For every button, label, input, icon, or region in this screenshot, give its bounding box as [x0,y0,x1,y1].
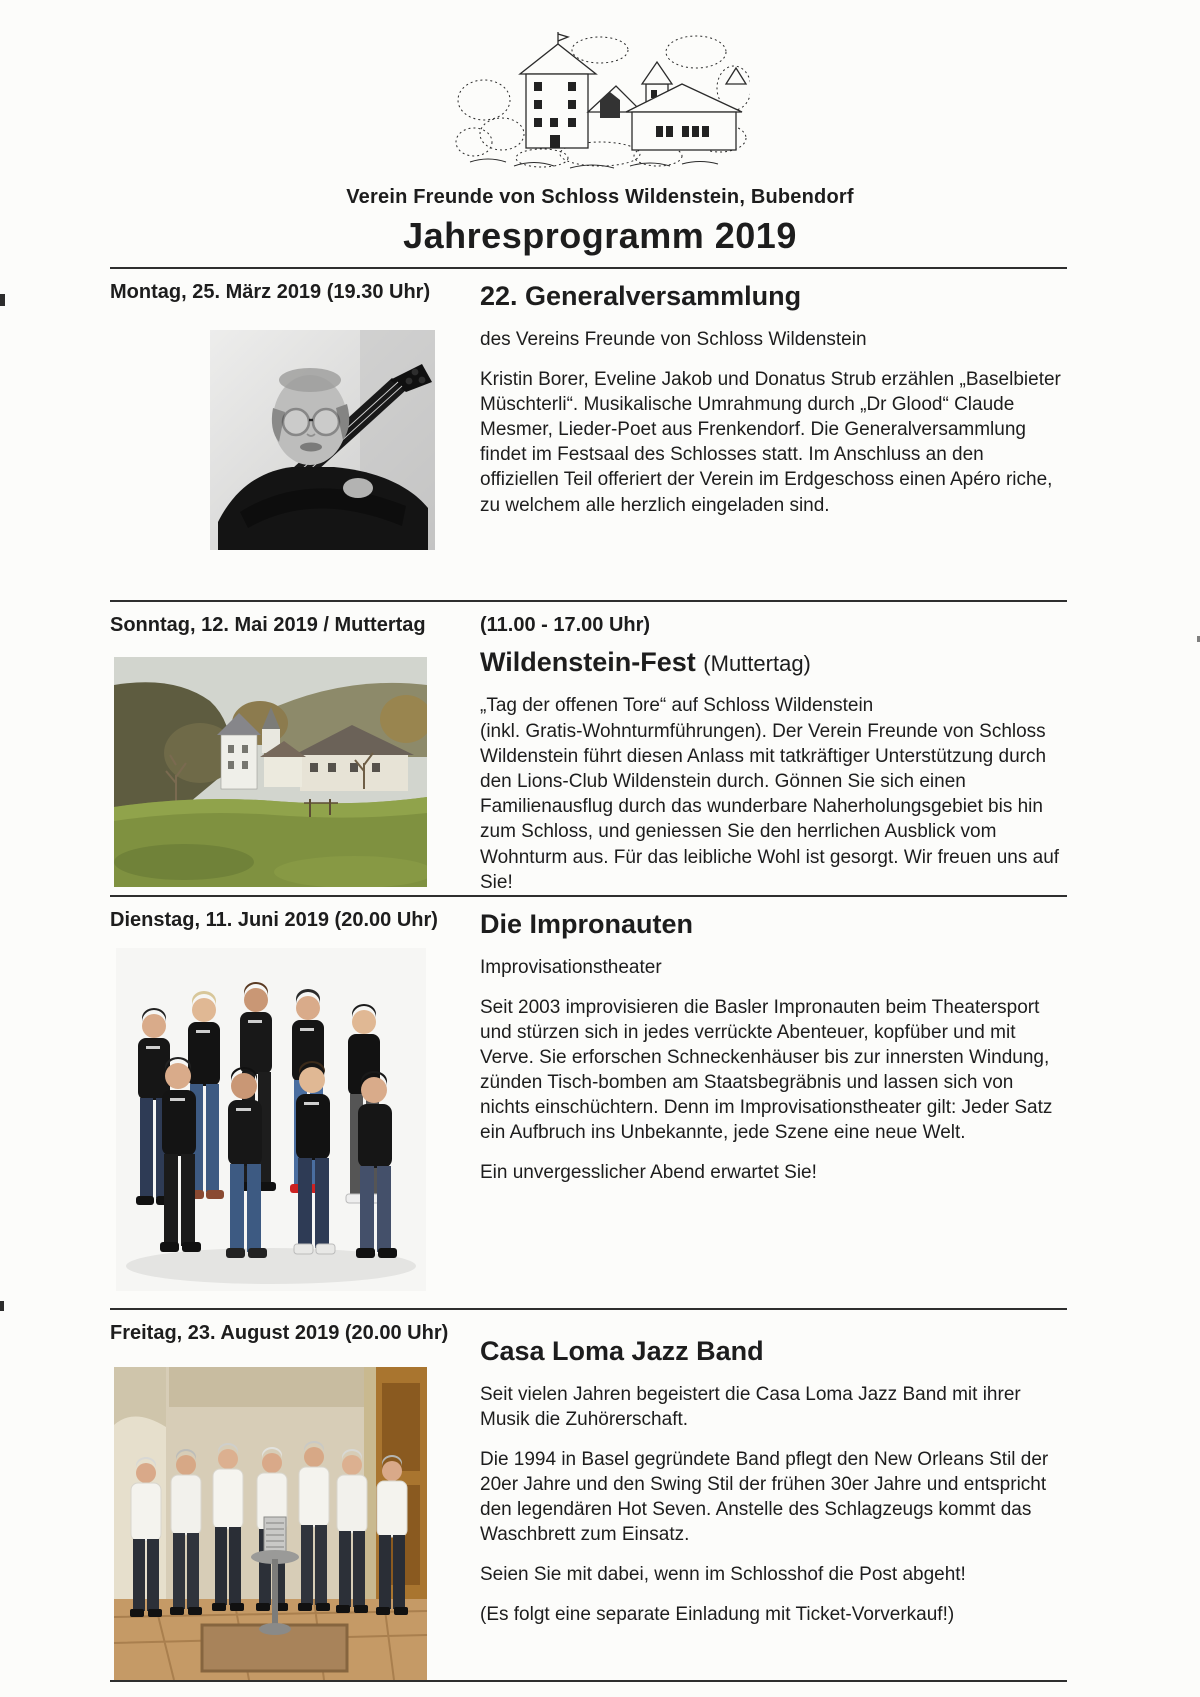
event2-subtitle: „Tag der offenen Tore“ auf Schloss Wildenstein [480,695,874,717]
event1-photo-portrait [210,330,435,550]
organization-name: Verein Freunde von Schloss Wildenstein, Bubendorf [346,186,854,208]
event4-photo-band [114,1367,427,1680]
event4-text-column [480,1322,1067,1680]
event2-title-note: (Muttertag) [703,651,811,676]
event1-date: Montag, 25. März 2019 (19.30 Uhr) [110,281,431,303]
event3-date: Dienstag, 11. Juni 2019 (20.00 Uhr) [110,908,438,931]
event3-left-column [110,909,462,1308]
event3-photo-group [116,948,426,1291]
event-impronauten [110,895,1067,1308]
event1-title: 22. Generalversammlung [480,281,802,311]
event2-date: Sonntag, 12. Mai 2019 / Muttertag [110,614,426,636]
event4-left-column [110,1322,462,1680]
page-title: Jahresprogramm 2019 [403,215,797,256]
event2-left-column [110,614,462,895]
event2-text-column [480,614,1067,895]
page-header [0,22,1200,257]
event3-text-column [480,909,1067,1308]
event4-paragraph-2: Die 1994 in Basel gegründete Band pflegt den New Orleans Stil der 20er Jahre und den Swing Stil der frühen 30er Jahre und entspricht den legendären Hot Seven. Anstelle des Schlagzeugs kommt das Waschbrett zum Einsatz. [480,1448,1049,1546]
event2-title-main: Wildenstein-Fest [480,647,696,677]
event2-title [480,647,1067,678]
scan-artifact [0,294,5,306]
event4-paragraph-4: (Es folgt eine separate Einladung mit Ticket-Vorverkauf!) [480,1604,955,1626]
event4-paragraph-3: Seien Sie mit dabei, wenn im Schlosshof die Post abgeht! [480,1564,966,1586]
event2-paragraph: (inkl. Gratis-Wohnturmführungen). Der Verein Freunde von Schloss Wildenstein führt diesen Anlass mit tatkräftiger Unterstützung durch den Lions-Club Wildenstein durch. Gönnen Sie sich einen Familienausflug durch das wunderbare Naherholungsgebiet bis hin zum Schloss, und geniessen Sie den herrlichen Ausblick vom Wohnturm aus. Für das leibliche Wohl ist gesorgt. Wir freuen uns auf Sie! [480,721,1060,893]
event1-paragraph: Kristin Borer, Eveline Jakob und Donatus Strub erzählen „Baselbieter Müschterli“. Musikalische Umrahmung durch „Dr Glood“ Claude Mesmer, Lieder-Poet aus Frenkendorf. Die Generalversammlung findet im Festsaal des Schlosses statt. Im Anschluss an den offiziellen Teil offeriert der Verein im Erdgeschoss einen Apéro riche, zu welchem alle herzlich eingeladen sind. [480,369,1061,516]
event-casa-loma-jazz-band [110,1308,1067,1680]
event3-title: Die Impronauten [480,908,694,939]
event-wildenstein-fest [110,600,1067,895]
event3-subtitle: Improvisationstheater [480,956,662,978]
event-generalversammlung [110,267,1067,600]
event1-left-column [110,281,462,600]
scan-artifact [0,1301,4,1311]
event2-photo-landscape [114,657,427,887]
event4-title: Casa Loma Jazz Band [480,1335,764,1366]
event1-subtitle: des Vereins Freunde von Schloss Wildenstein [480,329,867,351]
bottom-rule [110,1680,1067,1682]
event3-paragraph-2: Ein unvergesslicher Abend erwartet Sie! [480,1162,817,1184]
castle-sketch-illustration [450,22,750,172]
event2-time: (11.00 - 17.00 Uhr) [480,614,651,636]
event4-paragraph-1: Seit vielen Jahren begeistert die Casa Loma Jazz Band mit ihrer Musik die Zuhörerschaft. [480,1383,1021,1430]
event1-text-column [480,281,1067,600]
event4-date: Freitag, 23. August 2019 (20.00 Uhr) [110,1321,449,1344]
event3-paragraph-1: Seit 2003 improvisieren die Basler Impronauten beim Theatersport und stürzen sich in jedes verrückte Abenteuer, kopfüber und mit Verve. Sie erforschen Schneckenhäuser bis zur innersten Windung, zünden Tisch-bomben am Staatsbegräbnis und lassen sich von nichts einschüchtern. Denn im Improvisationstheater gilt: Jeder Satz ein Aufbruch ins Unbekannte, jede Szene eine neue Welt. [480,996,1053,1144]
program-content [110,267,1067,1682]
